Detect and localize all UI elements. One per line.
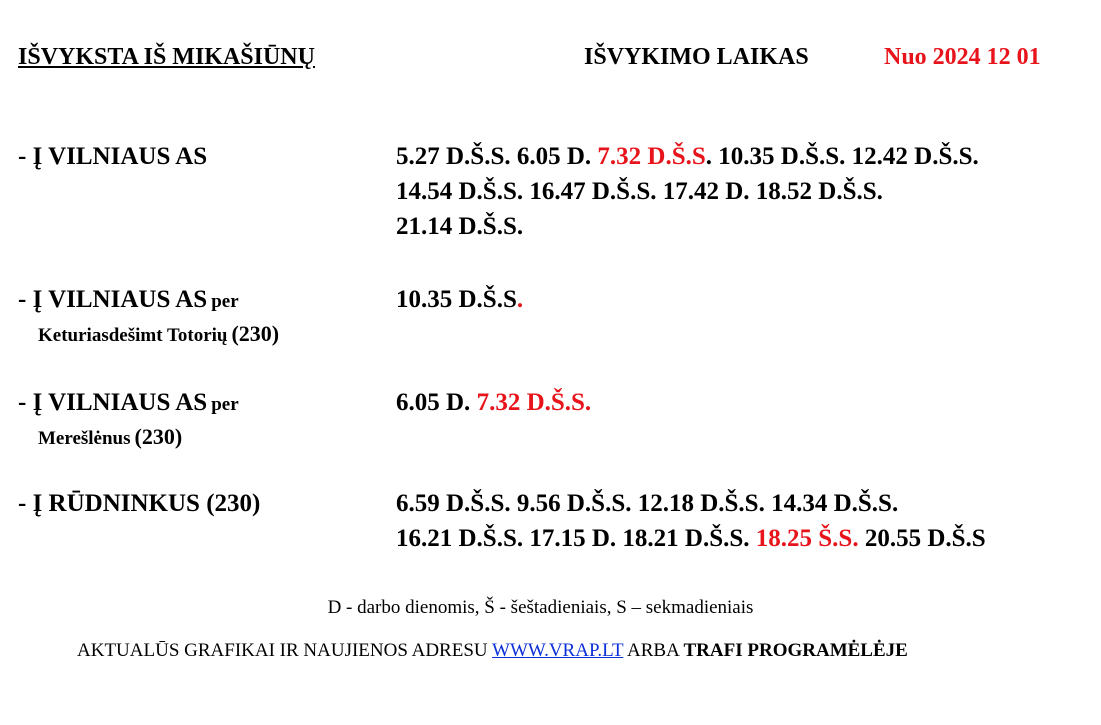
- time-line: [396, 486, 986, 521]
- valid-from-date: Nuo 2024 12 01: [884, 44, 1041, 70]
- route-times: [396, 385, 591, 420]
- time-highlight: 7.32 D.Š.S.: [476, 389, 592, 416]
- trafi-app-label: TRAFI PROGRAMĖLĖJE: [683, 640, 908, 661]
- time-segment: 20.55 D.Š.S: [858, 525, 986, 552]
- legend-text: D - darbo dienomis, Š - šeštadieniais, S – sekmadieniais: [327, 597, 754, 618]
- route-code: (230): [134, 424, 183, 449]
- time-highlight: 7.32 D.Š.S: [597, 143, 706, 170]
- footer-prefix: AKTUALŪS GRAFIKAI IR NAUJIENOS ADRESU: [77, 640, 493, 661]
- route-destination-name: - Į VILNIAUS AS: [18, 389, 208, 416]
- time-segment: 5.27 D.Š.S. 6.05 D.: [396, 143, 598, 170]
- route-times: [396, 486, 986, 556]
- route-times: [396, 139, 979, 244]
- time-segment: 16.21 D.Š.S. 17.15 D. 18.21 D.Š.S.: [396, 525, 756, 552]
- route-via: [38, 321, 279, 347]
- time-segment: 10.35 D.Š.S: [396, 286, 517, 313]
- route-destination: - Į RŪDNINKUS (230): [18, 490, 261, 517]
- route-times: [396, 282, 523, 317]
- time-segment: 6.05 D.: [396, 389, 477, 416]
- departure-time-heading: IŠVYKIMO LAIKAS: [584, 44, 809, 70]
- route-via-place: Keturiasdešimt Totorių: [38, 325, 228, 346]
- time-segment: 14.54 D.Š.S. 16.47 D.Š.S. 17.42 D. 18.52 D.Š.S.: [396, 178, 883, 205]
- route-via-place: Merešlėnus: [38, 428, 131, 449]
- page-title: IŠVYKSTA IŠ MIKAŠIŪNŲ: [18, 44, 315, 70]
- time-highlight: 18.25 Š.S.: [755, 525, 859, 552]
- time-segment: 6.59 D.Š.S. 9.56 D.Š.S. 12.18 D.Š.S. 14.34 D.Š.S.: [396, 490, 899, 517]
- time-line: [396, 385, 591, 420]
- time-segment: . 10.35 D.Š.S. 12.42 D.Š.S.: [705, 143, 979, 170]
- route-code: (230): [231, 321, 280, 346]
- route-via-word: per: [211, 394, 239, 415]
- route-destination-name: - Į VILNIAUS AS: [18, 286, 208, 313]
- route-destination: - Į VILNIAUS AS: [18, 143, 208, 170]
- route-destination: [18, 389, 239, 417]
- time-line: [396, 174, 979, 209]
- time-line: [396, 139, 979, 174]
- route-destination: [18, 286, 239, 314]
- time-line: [396, 282, 523, 317]
- time-line: [396, 209, 979, 244]
- route-via: [38, 424, 182, 450]
- time-highlight: .: [516, 286, 524, 313]
- time-line: [396, 521, 986, 556]
- time-segment: 21.14 D.Š.S.: [396, 213, 524, 240]
- footer-middle: ARBA: [623, 640, 684, 661]
- route-via-word: per: [211, 291, 239, 312]
- website-link[interactable]: WWW.VRAP.LT: [492, 640, 624, 661]
- footer-note: [77, 640, 908, 662]
